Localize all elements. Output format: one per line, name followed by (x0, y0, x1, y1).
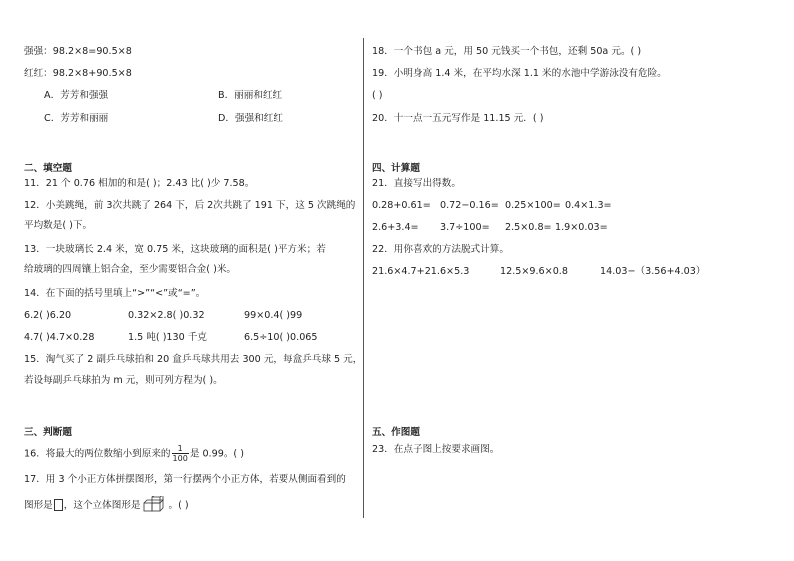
q21-item-2: 0.72−0.16= (440, 200, 499, 211)
fraction-denominator: 100 (172, 454, 188, 463)
q17-text-3: 。( ) (168, 500, 189, 511)
choice-d: D．强强和红红 (218, 113, 283, 124)
q14-item-5: 1.5 吨( )130 千克 (128, 332, 207, 343)
side-view-square-icon (54, 499, 63, 511)
q16-text-after: 是 0.99。( ) (189, 448, 244, 460)
q21-item-6: 3.7÷100= (440, 222, 490, 233)
q21-item-3: 0.25×100= (505, 200, 561, 211)
question-21: 21．直接写出得数。 (372, 178, 461, 189)
q17-text-2: ，这个立体图形是 (63, 500, 141, 511)
section-calculation-heading: 四、计算题 (372, 163, 420, 174)
fraction-numerator: 1 (172, 444, 189, 454)
q21-item-4: 0.4×1.3= (565, 200, 612, 211)
q21-item-5: 2.6+3.4= (372, 222, 419, 233)
question-17-line1: 17．用 3 个小正方体拼摆图形，第一行摆两个小正方体，若要从侧面看到的 (24, 474, 346, 485)
question-13-line1: 13．一块玻璃长 2.4 米，宽 0.75 米，这块玻璃的面积是( )平方米；若 (24, 244, 326, 255)
question-19-line1: 19．小明身高 1.4 米，在平均水深 1.1 米的水池中学游泳没有危险。 (372, 68, 667, 79)
cube-stack-icon (143, 496, 167, 514)
question-15-line2: 若设每副乒乓球拍为 m 元，则可列方程为( )。 (24, 375, 223, 386)
question-17-line2 (24, 496, 189, 514)
q17-text-1: 图形是 (24, 500, 53, 511)
question-20: 20．十一点一五元写作是 11.15 元．( ) (372, 113, 544, 124)
q14-item-1: 6.2( )6.20 (24, 310, 72, 321)
question-19-line2: ( ) (372, 90, 383, 101)
section-drawing-heading: 五、作图题 (372, 427, 420, 438)
choice-b: B．丽丽和红红 (218, 90, 283, 101)
choice-a: A．芳芳和强强 (44, 90, 109, 101)
question-23: 23．在点子图上按要求画图。 (372, 444, 500, 455)
q14-item-3: 99×0.4( )99 (244, 310, 303, 321)
choice-c: C．芳芳和丽丽 (44, 113, 109, 124)
q21-item-7: 2.5×0.8= (505, 222, 552, 233)
q22-item-1: 21.6×4.7+21.6×5.3 (372, 266, 470, 277)
question-13-line2: 给玻璃的四周镶上铝合金，至少需要铝合金( )米。 (24, 264, 237, 275)
q14-item-4: 4.7( )4.7×0.28 (24, 332, 95, 343)
fraction-one-hundredth (172, 444, 189, 463)
question-14: 14．在下面的括号里填上“>”“<”或“=”。 (24, 288, 206, 299)
question-22: 22．用你喜欢的方法脱式计算。 (372, 244, 509, 255)
question-16 (24, 444, 244, 463)
q10-option-qiangqiang: 强强：98.2×8=90.5×8 (24, 46, 132, 57)
column-divider (363, 38, 364, 518)
question-15-line1: 15．淘气买了 2 副乒乓球拍和 20 盒乒乓球共用去 300 元，每盒乒乓球 5 元， (24, 354, 363, 365)
question-12-line1: 12．小美跳绳，前 3次共跳了 264 下，后 2次共跳了 191 下，这 5 次跳绳的 (24, 200, 356, 211)
question-12-line2: 平均数是( )下。 (24, 220, 93, 231)
q16-text-before: 16．将最大的两位数缩小到原来的 (24, 448, 171, 460)
q10-option-honghong: 红红：98.2×8+90.5×8 (24, 68, 132, 79)
question-11: 11．21 个 0.76 相加的和是( )；2.43 比( )少 7.58。 (24, 178, 255, 189)
q22-item-2: 12.5×9.6×0.8 (500, 266, 568, 277)
q14-item-2: 0.32×2.8( )0.32 (128, 310, 205, 321)
q22-item-3: 14.03−（3.56+4.03） (600, 266, 706, 277)
q21-item-1: 0.28+0.61= (372, 200, 431, 211)
q14-item-6: 6.5÷10( )0.065 (244, 332, 318, 343)
question-18: 18．一个书包 a 元，用 50 元钱买一个书包，还剩 50a 元。( ) (372, 46, 642, 57)
section-judgement-heading: 三、判断题 (24, 427, 72, 438)
section-fill-blank-heading: 二、填空题 (24, 163, 72, 174)
q21-item-8: 1.9×0.03= (555, 222, 608, 233)
